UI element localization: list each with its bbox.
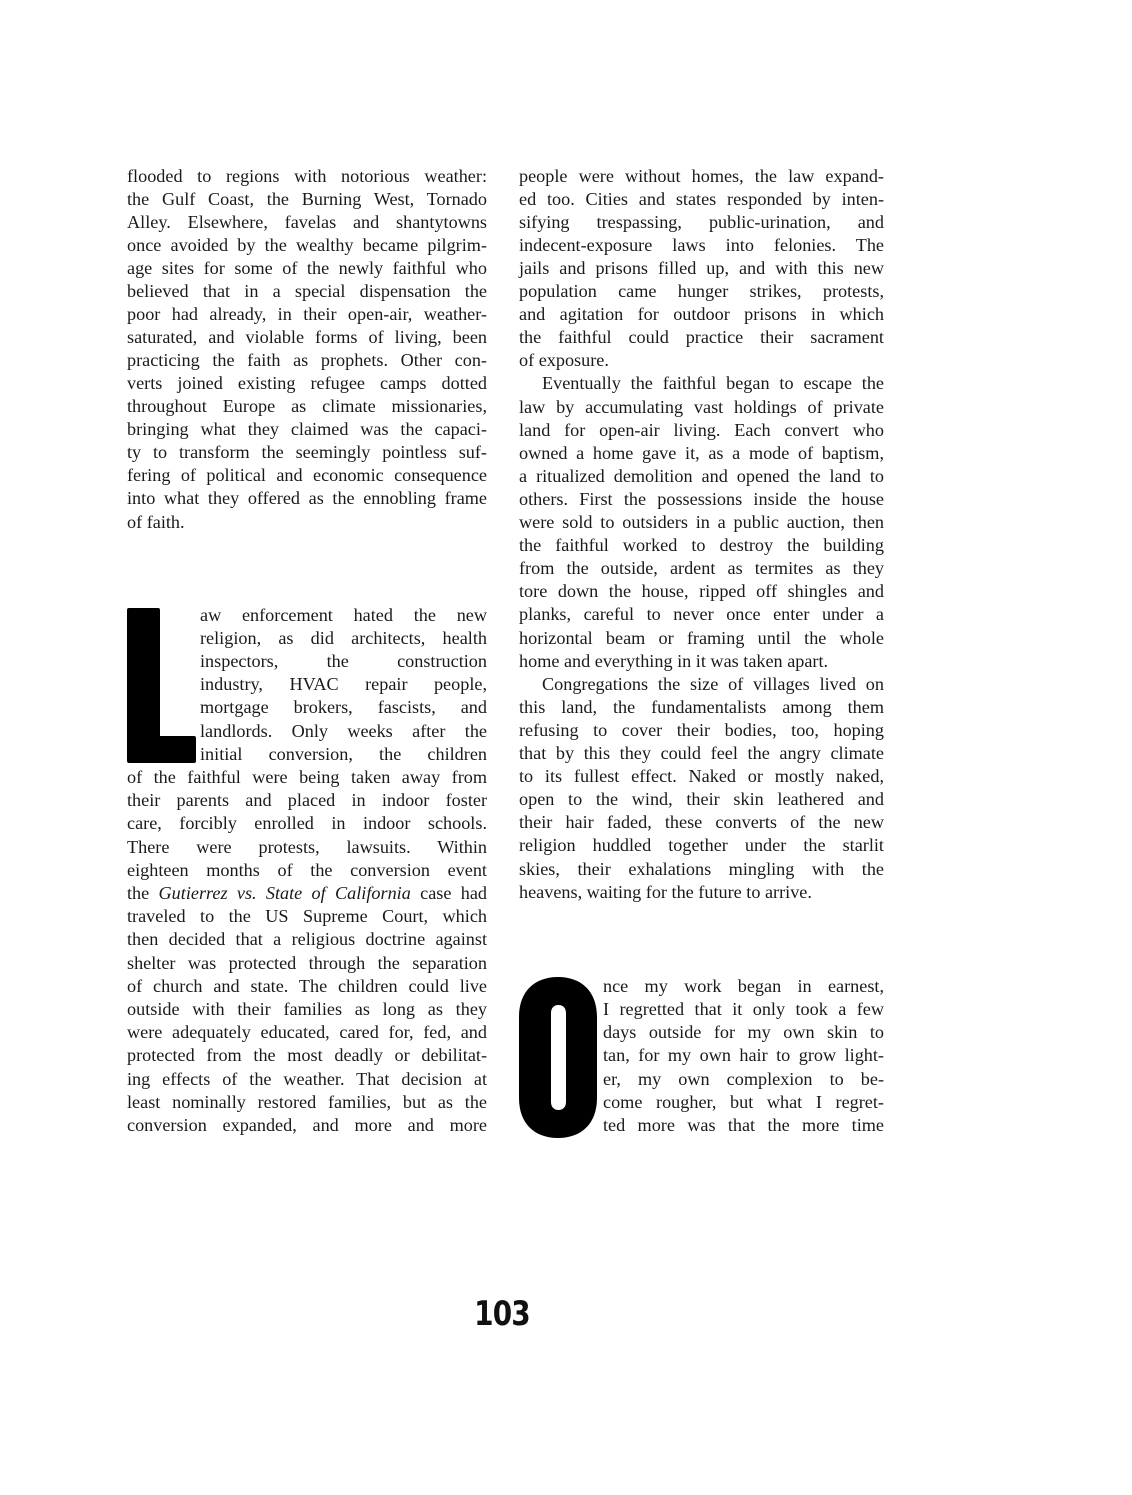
paragraph-line: horizontal beam or framing until the whole — [519, 627, 884, 648]
paragraph-line: age sites for some of the newly faithful who — [127, 257, 487, 278]
paragraph-line: fering of political and economic consequence — [127, 465, 487, 486]
paragraph-line: indecent-exposure laws into felonies. The — [519, 234, 884, 255]
paragraph-line: of church and state. The children could live — [127, 975, 487, 996]
paragraph-line: poor had already, in their open-air, weather- — [127, 303, 487, 324]
paragraph-line: the faithful worked to destroy the building — [519, 535, 884, 556]
paragraph-line: flooded to regions with notorious weather: — [127, 165, 487, 186]
dropcap-o — [519, 977, 597, 1138]
case-name: Gutierrez vs. State of California — [158, 882, 411, 903]
dropcap-paragraph-line: industry, HVAC repair people, — [200, 674, 487, 695]
dropcap-paragraph-line: inspectors, the construction — [200, 650, 487, 671]
paragraph-line: population came hunger strikes, protests, — [519, 281, 884, 301]
paragraph-line: Congregations the size of villages lived on — [542, 673, 884, 694]
paragraph-line: care, forcibly enrolled in indoor schools. — [127, 813, 487, 834]
dropcap-paragraph-line: landlords. Only weeks after the — [200, 720, 487, 741]
dropcap-paragraph-line: initial conversion, the children — [200, 743, 487, 764]
paragraph-line: the faithful could practice their sacrament — [519, 327, 884, 348]
paragraph-line: outside with their families as long as they — [127, 998, 487, 1019]
paragraph-line: tore down the house, ripped off shingles and — [519, 581, 884, 602]
dropcap-l — [127, 608, 197, 764]
paragraph-line: least nominally restored families, but as the — [127, 1091, 487, 1112]
paragraph-line: land for open-air living. Each convert who — [519, 419, 884, 440]
dropcap-o-glyph — [519, 977, 597, 1138]
paragraph-line: law by accumulating vast holdings of private — [519, 396, 884, 417]
paragraph-line: refusing to cover their bodies, too, hoping — [519, 719, 884, 740]
paragraph-line: others. First the possessions inside the house — [519, 488, 884, 509]
paragraph-line: and agitation for outdoor prisons in which — [519, 304, 884, 325]
paragraph-line: ty to transform the seemingly pointless suf- — [127, 442, 487, 463]
paragraph-line: protected from the most deadly or debilitat- — [127, 1045, 487, 1066]
paragraph-line: ed too. Cities and states responded by inten- — [519, 188, 884, 209]
paragraph-line: heavens, waiting for the future to arrive. — [519, 881, 812, 902]
paragraph-line: their hair faded, these converts of the new — [519, 812, 884, 833]
paragraph-line: people were without homes, the law expand- — [519, 165, 884, 186]
dropcap-paragraph-line: ted more was that the more time — [603, 1115, 884, 1136]
paragraph-line: of faith. — [127, 511, 185, 532]
dropcap-paragraph-line: days outside for my own skin to — [603, 1022, 884, 1043]
paragraph-line: were sold to outsiders in a public auction, then — [519, 512, 884, 532]
paragraph-line: into what they offered as the ennobling frame — [127, 488, 487, 509]
paragraph-line: then decided that a religious doctrine against — [127, 929, 487, 950]
paragraph-line: jails and prisons filled up, and with this new — [519, 257, 884, 278]
dropcap-paragraph-line: come rougher, but what I regret- — [603, 1092, 884, 1112]
paragraph-line: a ritualized demolition and opened the land to — [519, 465, 884, 486]
paragraph-line: practicing the faith as prophets. Other con- — [127, 350, 487, 371]
paragraph-line: to its fullest effect. Naked or mostly naked, — [519, 766, 884, 787]
paragraph-line: skies, their exhalations mingling with the — [519, 858, 884, 879]
paragraph-line: traveled to the US Supreme Court, which — [127, 906, 487, 927]
paragraph-line: Alley. Elsewhere, favelas and shantytowns — [127, 211, 487, 232]
paragraph-line: verts joined existing refugee camps dotted — [127, 373, 487, 394]
case-citation-line — [127, 882, 487, 905]
paragraph-line: throughout Europe as climate missionaries, — [127, 396, 487, 417]
paragraph-line: There were protests, lawsuits. Within — [127, 836, 487, 857]
paragraph-line: of the faithful were being taken away from — [127, 766, 487, 787]
dropcap-paragraph-line: tan, for my own hair to grow light- — [603, 1045, 884, 1066]
paragraph-line: ing effects of the weather. That decision at — [127, 1068, 487, 1089]
page-number: 103 — [474, 1294, 530, 1334]
paragraph-line: of exposure. — [519, 350, 609, 371]
dropcap-l-glyph — [127, 608, 196, 763]
dropcap-paragraph-line: mortgage brokers, fascists, and — [200, 697, 487, 718]
paragraph-line: saturated, and violable forms of living, been — [127, 326, 487, 347]
paragraph-line: their parents and placed in indoor foster — [127, 790, 487, 811]
paragraph-line: eighteen months of the conversion event — [127, 859, 487, 880]
paragraph-line: shelter was protected through the separation — [127, 952, 487, 973]
case-line-suffix: case had — [410, 882, 487, 903]
dropcap-paragraph-line: aw enforcement hated the new — [200, 604, 487, 625]
dropcap-paragraph-line: I regretted that it only took a few — [603, 998, 884, 1019]
paragraph-line: owned a home gave it, as a mode of baptism, — [519, 442, 884, 463]
paragraph-line: that by this they could feel the angry climate — [519, 743, 884, 763]
paragraph-line: believed that in a special dispensation the — [127, 280, 487, 301]
dropcap-paragraph-line: nce my work began in earnest, — [603, 975, 884, 996]
paragraph-line: sifying trespassing, public-urination, and — [519, 211, 884, 232]
paragraph-line: open to the wind, their skin leathered and — [519, 789, 884, 810]
dropcap-paragraph-line: er, my own complexion to be- — [603, 1068, 884, 1089]
paragraph-line: this land, the fundamentalists among them — [519, 696, 884, 717]
paragraph-line: were adequately educated, cared for, fed, and — [127, 1022, 487, 1043]
paragraph-line: religion huddled together under the starlit — [519, 835, 884, 856]
dropcap-paragraph-line: religion, as did architects, health — [200, 627, 487, 648]
paragraph-line: home and everything in it was taken apart. — [519, 650, 829, 671]
paragraph-line: conversion expanded, and more and more — [127, 1114, 487, 1135]
paragraph-line: from the outside, ardent as termites as they — [519, 558, 884, 579]
paragraph-line: Eventually the faithful began to escape the — [542, 373, 884, 394]
paragraph-line: planks, careful to never once enter under a — [519, 604, 884, 625]
paragraph-line: the Gulf Coast, the Burning West, Tornado — [127, 188, 487, 209]
paragraph-line: once avoided by the wealthy became pilgrim- — [127, 234, 487, 255]
case-line-prefix: the — [127, 882, 159, 903]
paragraph-line: bringing what they claimed was the capaci- — [127, 419, 487, 440]
